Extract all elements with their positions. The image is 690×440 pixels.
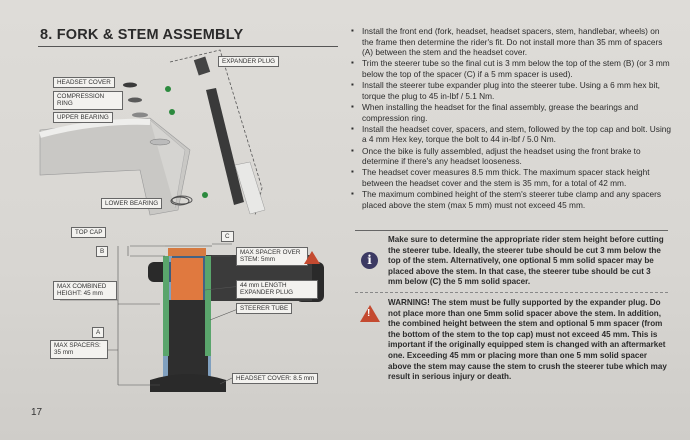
page-number: 17 [31,407,43,418]
label-top-cap: TOP CAP [71,227,106,238]
list-item: ▪ The headset cover measures 8.5 mm thick. The maximum spacer stack height between the headset cover and the stem is 35 mm, for a total of 42 mm. [351,167,673,188]
list-item: ▪ The maximum combined height of the stem's steerer tube clamp and any spacers placed above the stem (max 5 mm) must not exceed 45 mm. [351,189,673,210]
label-compression-ring: COMPRESSION RING [53,91,123,110]
note-divider [355,230,668,231]
stem-cutaway [148,246,324,392]
expander-plug-illustration [194,57,265,214]
warning-text: The stem must be fully supported by the expander plug. Do not place more than one 5mm solid spacer above the stem. In addition, the combined height between the stem and optional 5 mm spacer (from the bottom of the stem to the top cap) must not exceed 45 mm. This is important if the originally equipped stem is changed with an aftermarket one. Exceeding 45 mm or placing more than one 5 mm solid spacer above the stem may cause the stem to crush the steerer tube which may result in serious injury or death. [388,298,667,382]
list-item: ▪ When installing the headset for the final assembly, grease the bearings and compression ring. [351,102,673,123]
label-expander-length: 44 mm LENGTH EXPANDER PLUG [236,280,318,299]
note-text: Make sure to determine the appropriate rider stem height before cutting the steerer tube. Ideally, the steerer tube should be cut 3 mm below the top of the stem. Alternatively, one optional 5 mm solid spacer may be placed above the stem. In that case, the steerer tube should be cut 3 mm below (C) the 5 mm solid spacer. [388,235,664,286]
label-b: B [96,246,108,257]
label-headset-cover: HEADSET COVER [53,77,115,88]
label-max-spacers: MAX SPACERS: 35 mm [50,340,108,359]
label-max-spacer-over-stem: MAX SPACER OVER STEM: 5mm [236,247,308,266]
label-lower-bearing: LOWER BEARING [101,198,162,209]
section-title: 8. FORK & STEM ASSEMBLY [40,27,244,43]
label-upper-bearing: UPPER BEARING [53,112,113,123]
warning-divider [355,292,668,294]
info-icon: i [361,252,378,269]
list-item: ▪ Once the bike is fully assembled, adjust the headset using the front brake to determine if there's any headset looseness. [351,146,673,167]
warning-icon: ! [360,305,380,322]
label-c: C [221,231,234,242]
warning-icon [304,251,320,264]
label-headset-cover-height: HEADSET COVER: 8.5 mm [232,373,318,384]
warning-block [388,298,668,383]
warning-lead: WARNING! [388,298,430,307]
instruction-list [351,26,673,211]
list-item: ▪ Install the headset cover, spacers, and stem, followed by the top cap and bolt. Using a 4 mm Hex key, torque the bolt to 44 in-lbf / 5.0 Nm. [351,124,673,145]
list-item: ▪ Trim the steerer tube so the final cut is 3 mm below the top of the stem (B) (or 3 mm below the top of the spacer (C) if a 5 mm spacer is used). [351,58,673,79]
label-max-combined-height: MAX COMBINED HEIGHT: 45 mm [53,281,117,300]
label-steerer-tube: STEERER TUBE [236,303,292,314]
list-item: ▪ Install the steerer tube expander plug into the steerer tube. Using a 6 mm hex bit, torque the plug to 45 in-lbf / 5.1 Nm. [351,80,673,101]
label-a: A [92,327,104,338]
list-item: ▪ Install the front end (fork, headset, headset spacers, stem, handlebar, wheels) on the frame then determine the rider's fit. Do not install more than 35 mm of spacers (A) between the stem and the headset cover. [351,26,673,58]
label-expander-plug: EXPANDER PLUG [218,56,279,67]
